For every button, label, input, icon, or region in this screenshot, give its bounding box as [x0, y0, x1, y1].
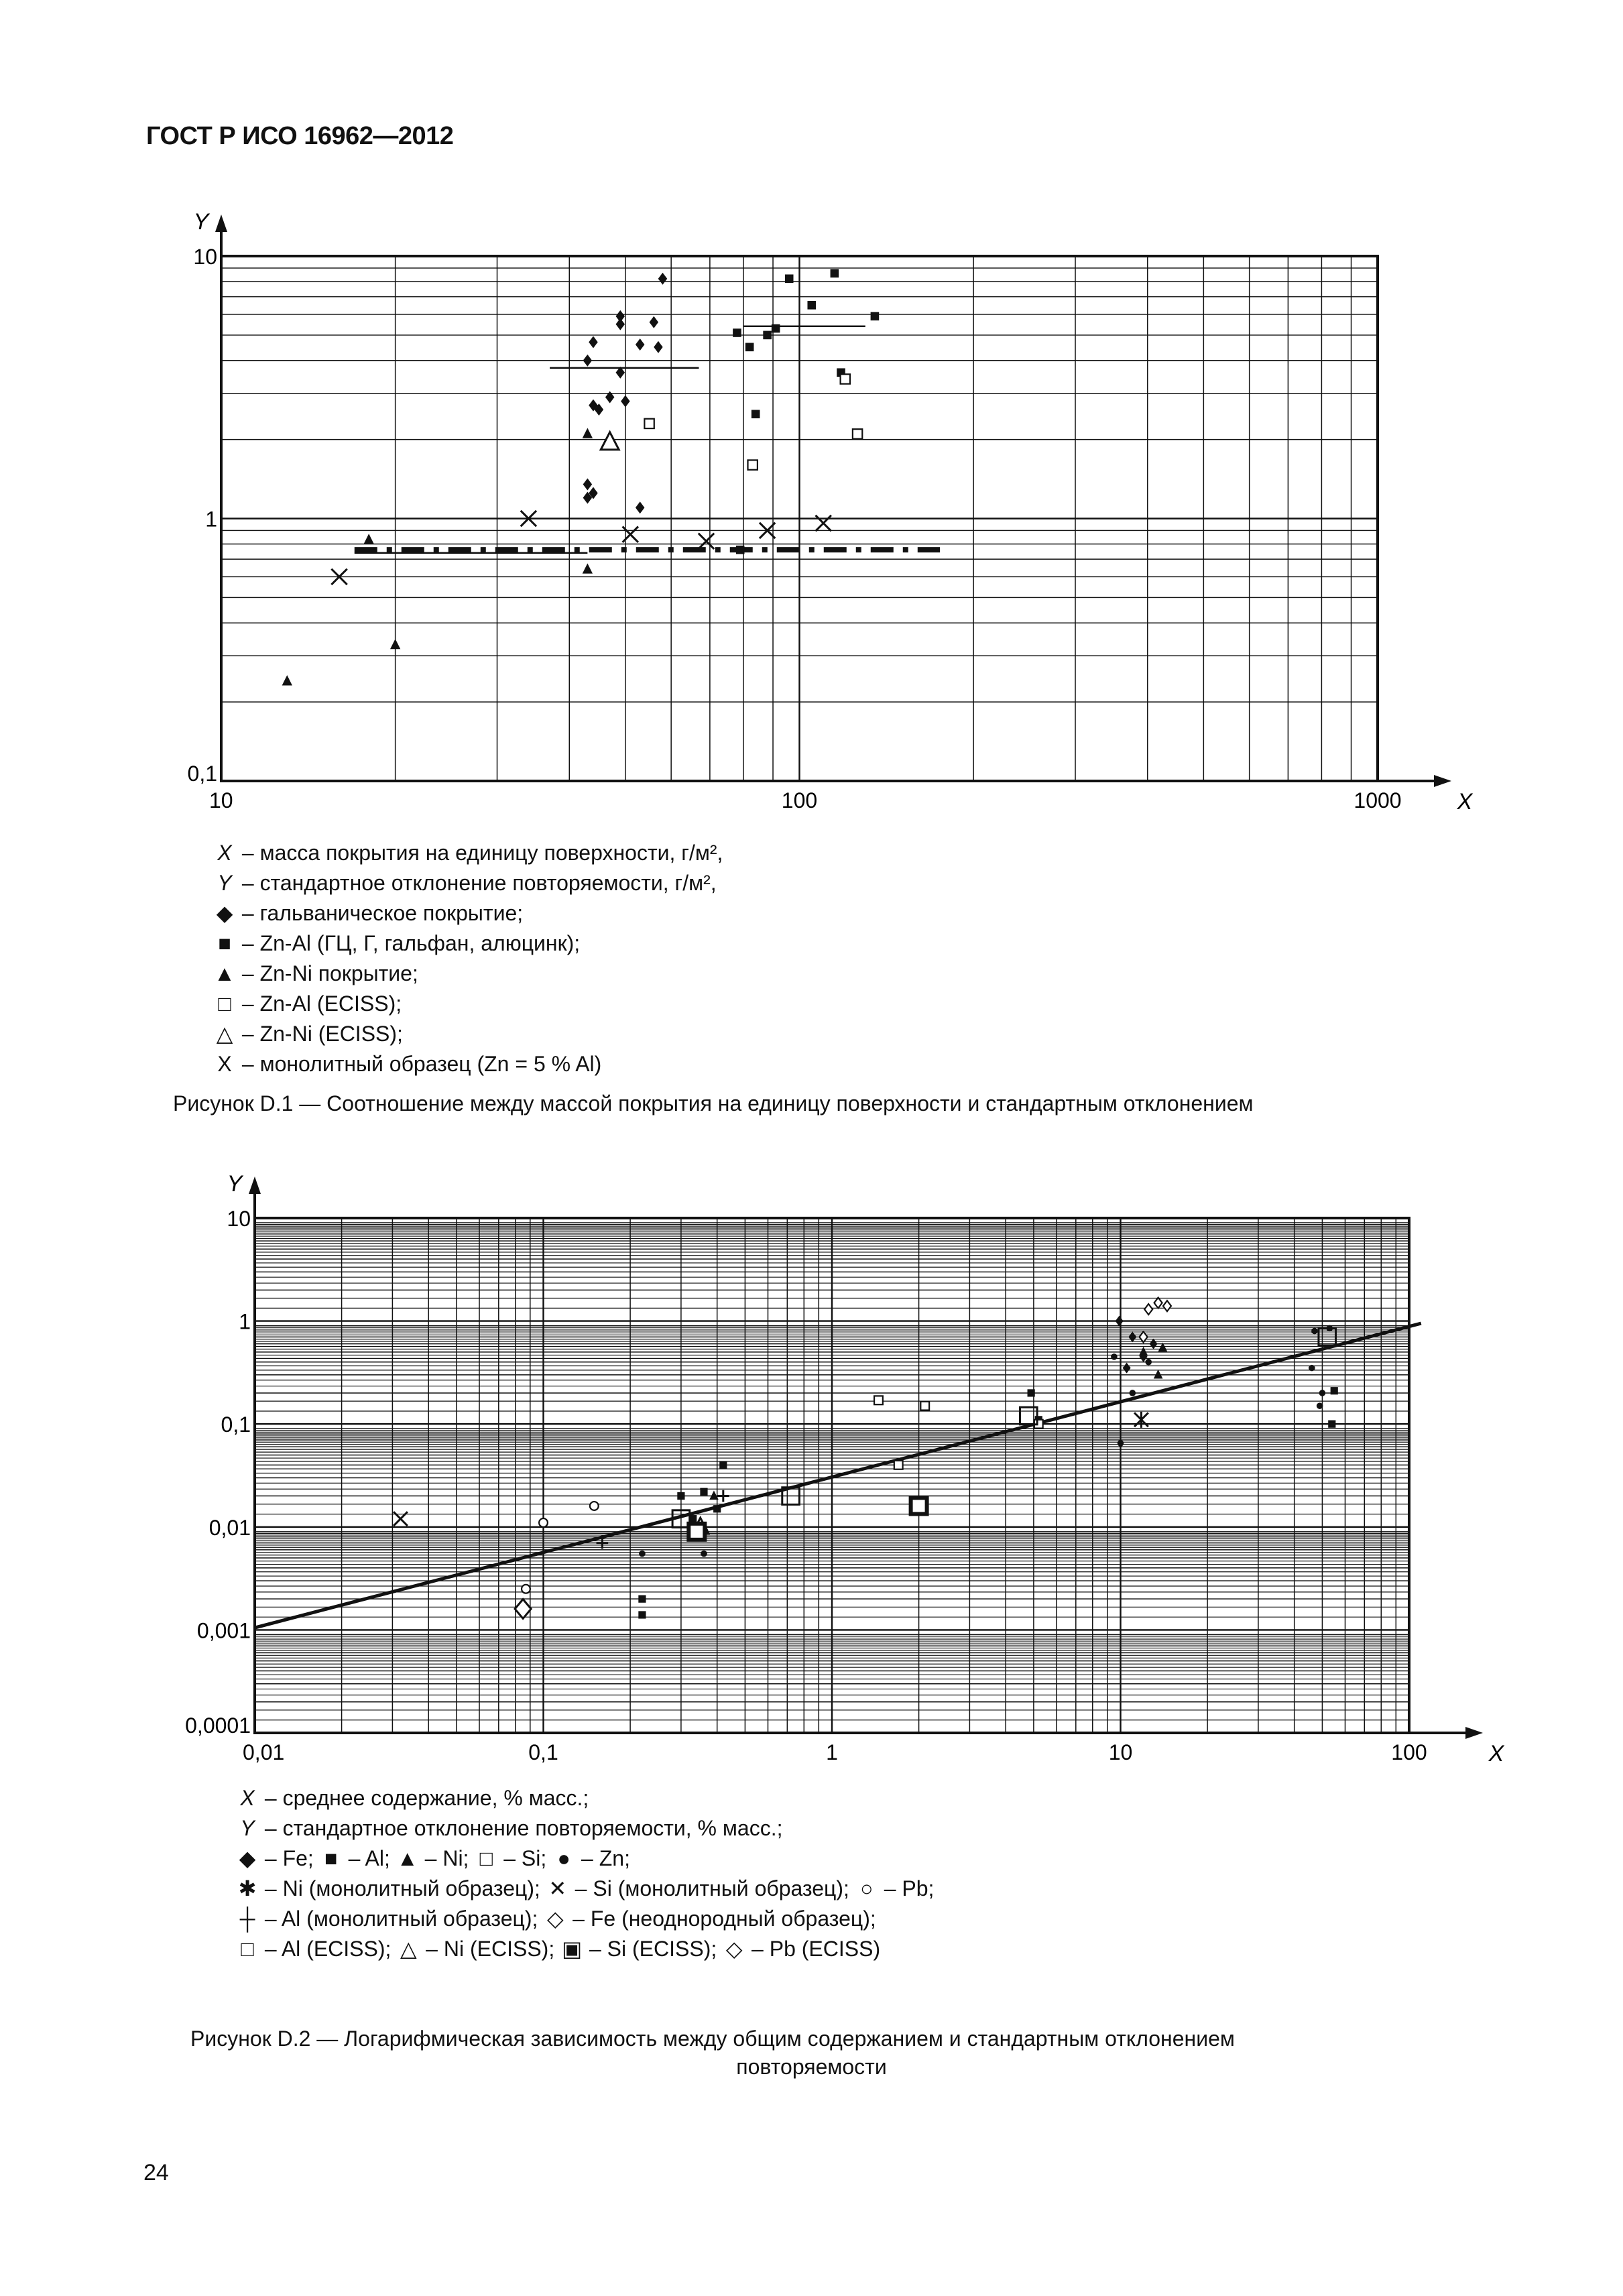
legend-text: – Pb; — [878, 1876, 935, 1900]
point-square — [745, 343, 754, 351]
legend-symbol: ▲ — [396, 1846, 418, 1870]
series-diamond — [1116, 1316, 1158, 1374]
figure2-legend-row — [236, 1934, 934, 1964]
point-diamond — [1150, 1339, 1158, 1349]
point-triangle — [282, 675, 292, 685]
y-axis-arrow — [249, 1176, 261, 1194]
legend-symbol: X — [240, 1786, 255, 1810]
figure2-legend-row — [236, 1874, 934, 1904]
legend-symbol: ◆ — [216, 901, 233, 925]
y-tick-label: 10 — [193, 245, 217, 269]
point-square — [1331, 1387, 1338, 1394]
legend-text: – Pb (ECISS) — [745, 1937, 881, 1961]
point-square-open — [853, 429, 862, 438]
x-tick-label: 10 — [1108, 1740, 1133, 1764]
point-circle — [701, 1551, 707, 1557]
point-square-open — [841, 374, 850, 383]
point-triangle-open — [601, 432, 619, 450]
legend-symbol: ■ — [324, 1846, 338, 1870]
point-square — [719, 1461, 727, 1469]
legend-text: – Al (монолитный образец); — [259, 1907, 544, 1931]
figure2-chart — [168, 1170, 1504, 1773]
point-triangle — [1154, 1370, 1163, 1379]
x-axis-label: X — [1457, 789, 1473, 814]
point-square — [677, 1492, 684, 1500]
x-tick-label: 100 — [781, 788, 818, 812]
legend-text: – гальваническое покрытие; — [236, 901, 524, 925]
legend-symbol: ▲ — [214, 961, 235, 985]
figure2-caption-line2: повторяемости — [736, 2055, 887, 2079]
point-square — [807, 301, 816, 310]
legend-symbol: Y — [217, 871, 232, 895]
point-circle — [1309, 1365, 1315, 1372]
point-square — [785, 274, 794, 283]
series-asterisk — [1134, 1412, 1148, 1428]
figure1-legend-item — [213, 1019, 723, 1049]
legend-symbol: □ — [218, 991, 231, 1016]
point-circle — [1145, 1359, 1152, 1366]
point-square-open — [644, 419, 654, 428]
legend-symbol: ◇ — [725, 1937, 743, 1961]
point-diamond — [583, 478, 593, 490]
point-diamond — [1116, 1316, 1124, 1327]
page-number: 24 — [143, 2160, 169, 2185]
point-circle — [1130, 1390, 1136, 1396]
figure1-legend — [213, 838, 723, 1079]
legend-symbol: △ — [400, 1937, 417, 1961]
point-square-double — [688, 1524, 705, 1540]
point-triangle — [390, 639, 400, 649]
legend-symbol: □ — [241, 1937, 254, 1961]
point-diamond — [1123, 1363, 1131, 1374]
y-tick-label: 0,0001 — [185, 1713, 251, 1738]
point-diamond — [658, 273, 668, 285]
point-circle — [1317, 1402, 1323, 1409]
legend-text: – Ni (ECISS); — [420, 1937, 561, 1961]
y-tick-label: 0,1 — [221, 1412, 251, 1437]
y-axis-label: Y — [227, 1171, 243, 1197]
y-tick-label: 10 — [227, 1207, 251, 1231]
point-diamond — [589, 336, 598, 348]
y-tick-label: 0,1 — [187, 762, 217, 786]
x-tick-label: 10 — [209, 788, 233, 812]
point-x — [816, 516, 831, 531]
legend-text: – монолитный образец (Zn = 5 % Al) — [236, 1052, 602, 1076]
point-square — [638, 1595, 646, 1603]
legend-symbol: ▣ — [561, 1937, 583, 1961]
document-header: ГОСТ Р ИСО 16962—2012 — [146, 122, 454, 150]
point-square-double — [911, 1498, 927, 1514]
point-diamond — [621, 395, 630, 407]
legend-text: – Si (монолитный образец); — [568, 1876, 855, 1900]
y-tick-label: 1 — [205, 507, 217, 532]
figure1-legend-item — [213, 868, 723, 898]
point-square-open — [874, 1396, 883, 1404]
point-square — [733, 328, 741, 337]
x-tick-label: 0,01 — [243, 1740, 285, 1764]
legend-symbol: X — [217, 841, 232, 865]
reference-line — [255, 1323, 1421, 1628]
legend-text: – масса покрытия на единицу поверхности, г/м², — [236, 841, 723, 865]
figure2-legend-row — [236, 1813, 934, 1844]
legend-symbol: ○ — [860, 1876, 874, 1900]
legend-symbol: □ — [479, 1846, 493, 1870]
figure1-legend-item — [213, 928, 723, 959]
figure2-legend-row — [236, 1904, 934, 1934]
point-circle-open — [590, 1502, 599, 1510]
legend-text: – стандартное отклонение повторяемости, г/м², — [236, 871, 717, 895]
y-axis-label: Y — [193, 209, 209, 235]
point-circle — [1118, 1440, 1124, 1447]
legend-symbol: ┼ — [239, 1907, 255, 1931]
legend-symbol: ◆ — [239, 1846, 256, 1870]
grid — [221, 256, 1378, 781]
point-diamond-open — [1144, 1304, 1152, 1315]
point-diamond — [650, 316, 659, 328]
y-tick-label: 0,001 — [196, 1618, 251, 1643]
legend-text: – Zn-Ni покрытие; — [236, 961, 418, 985]
series-triangle-filled — [282, 428, 593, 685]
x-tick-label: 0,1 — [528, 1740, 558, 1764]
series-diamond-open — [1140, 1298, 1171, 1343]
legend-symbol: ■ — [218, 931, 231, 955]
legend-text: – Si (ECISS); — [583, 1937, 723, 1961]
legend-symbol: ✱ — [238, 1876, 257, 1900]
legend-text: – Ni (монолитный образец); — [259, 1876, 546, 1900]
x-tick-label: 100 — [1391, 1740, 1427, 1764]
legend-text: – стандартное отклонение повторяемости, % масс.; — [259, 1816, 783, 1840]
point-square-open — [894, 1461, 903, 1469]
legend-symbol: ● — [557, 1846, 570, 1870]
figure2-legend-row — [236, 1783, 934, 1813]
figure1-caption: Рисунок D.1 — Соотношение между массой покрытия на единицу поверхности и стандартным отклонением — [173, 1091, 1254, 1115]
x-tick-label: 1000 — [1354, 788, 1402, 812]
legend-symbol: Y — [240, 1816, 255, 1840]
series-circle-filled — [639, 1325, 1333, 1557]
series-triangle-filled — [699, 1342, 1167, 1530]
legend-text: – Si; — [497, 1846, 553, 1870]
figure1-legend-item — [213, 989, 723, 1019]
figure1-legend-item — [213, 898, 723, 928]
legend-text: – Fe (неоднородный образец); — [566, 1907, 876, 1931]
series-square-filled — [733, 269, 879, 554]
point-square-open — [748, 460, 758, 469]
series-triangle-open — [601, 432, 619, 450]
point-square — [831, 269, 839, 278]
point-square — [1328, 1421, 1335, 1428]
figure2-legend-row — [236, 1844, 934, 1874]
point-x — [699, 534, 714, 549]
legend-text: – Al (ECISS); — [259, 1937, 398, 1961]
legend-symbol: ◇ — [546, 1907, 564, 1931]
legend-text: – Ni; — [418, 1846, 475, 1870]
point-x — [623, 526, 638, 542]
point-triangle — [1139, 1347, 1148, 1356]
point-square — [1028, 1389, 1035, 1396]
point-triangle — [364, 534, 374, 544]
legend-symbol: ✕ — [548, 1876, 567, 1900]
legend-text: – среднее содержание, % масс.; — [259, 1786, 589, 1810]
y-tick-label: 1 — [239, 1309, 251, 1334]
point-square — [871, 312, 880, 320]
point-circle — [1319, 1390, 1326, 1396]
legend-symbol: △ — [216, 1022, 233, 1046]
point-asterisk — [1134, 1412, 1148, 1428]
series-plus — [597, 1490, 729, 1549]
point-circle-open — [522, 1585, 530, 1593]
legend-text: – Zn-Al (ГЦ, Г, гальфан, алюцинк); — [236, 931, 581, 955]
series-square-filled — [638, 1387, 1338, 1618]
legend-text: – Zn; — [575, 1846, 630, 1870]
point-circle-open — [539, 1518, 548, 1527]
point-circle — [639, 1551, 646, 1557]
point-diamond — [654, 341, 663, 353]
figure1-chart — [168, 194, 1482, 825]
figure1-legend-item — [213, 1049, 723, 1079]
point-diamond-open — [1154, 1298, 1162, 1309]
x-axis-label: X — [1488, 1741, 1504, 1766]
point-diamond — [636, 339, 645, 351]
point-square — [638, 1611, 646, 1618]
point-diamond-open-large — [515, 1599, 531, 1619]
point-diamond-open — [1163, 1301, 1171, 1311]
point-diamond — [636, 501, 645, 513]
figure1-legend-item — [213, 838, 723, 868]
point-diamond — [616, 318, 625, 330]
point-circle — [1311, 1328, 1318, 1335]
point-triangle — [583, 563, 593, 573]
legend-text: – Zn-Ni (ECISS); — [236, 1022, 403, 1046]
legend-symbol: X — [217, 1052, 232, 1076]
figure2-legend — [236, 1783, 934, 1964]
point-circle — [1111, 1353, 1118, 1360]
y-tick-label: 0,01 — [208, 1515, 251, 1540]
point-square — [713, 1505, 721, 1512]
series-square-open — [644, 374, 862, 470]
point-square — [752, 410, 760, 418]
figure2-caption-line1: Рисунок D.2 — Логарифмическая зависимость между общим содержанием и стандартным отклонением — [190, 2027, 1235, 2051]
point-triangle — [583, 428, 593, 438]
point-square — [763, 331, 772, 340]
legend-text: – Zn-Al (ECISS); — [236, 991, 402, 1016]
x-tick-label: 1 — [826, 1740, 838, 1764]
legend-text: – Fe; — [259, 1846, 320, 1870]
point-square — [700, 1488, 707, 1496]
point-square — [772, 324, 780, 333]
point-square-open — [920, 1402, 929, 1410]
legend-text: – Al; — [342, 1846, 396, 1870]
y-axis-arrow — [215, 215, 227, 232]
series-diamond-open-large — [515, 1599, 531, 1619]
point-diamond — [583, 355, 593, 367]
point-square — [736, 546, 745, 554]
figure1-legend-item — [213, 959, 723, 989]
point-plus — [717, 1490, 729, 1502]
x-axis-arrow — [1434, 775, 1451, 787]
x-axis-arrow — [1465, 1727, 1483, 1739]
